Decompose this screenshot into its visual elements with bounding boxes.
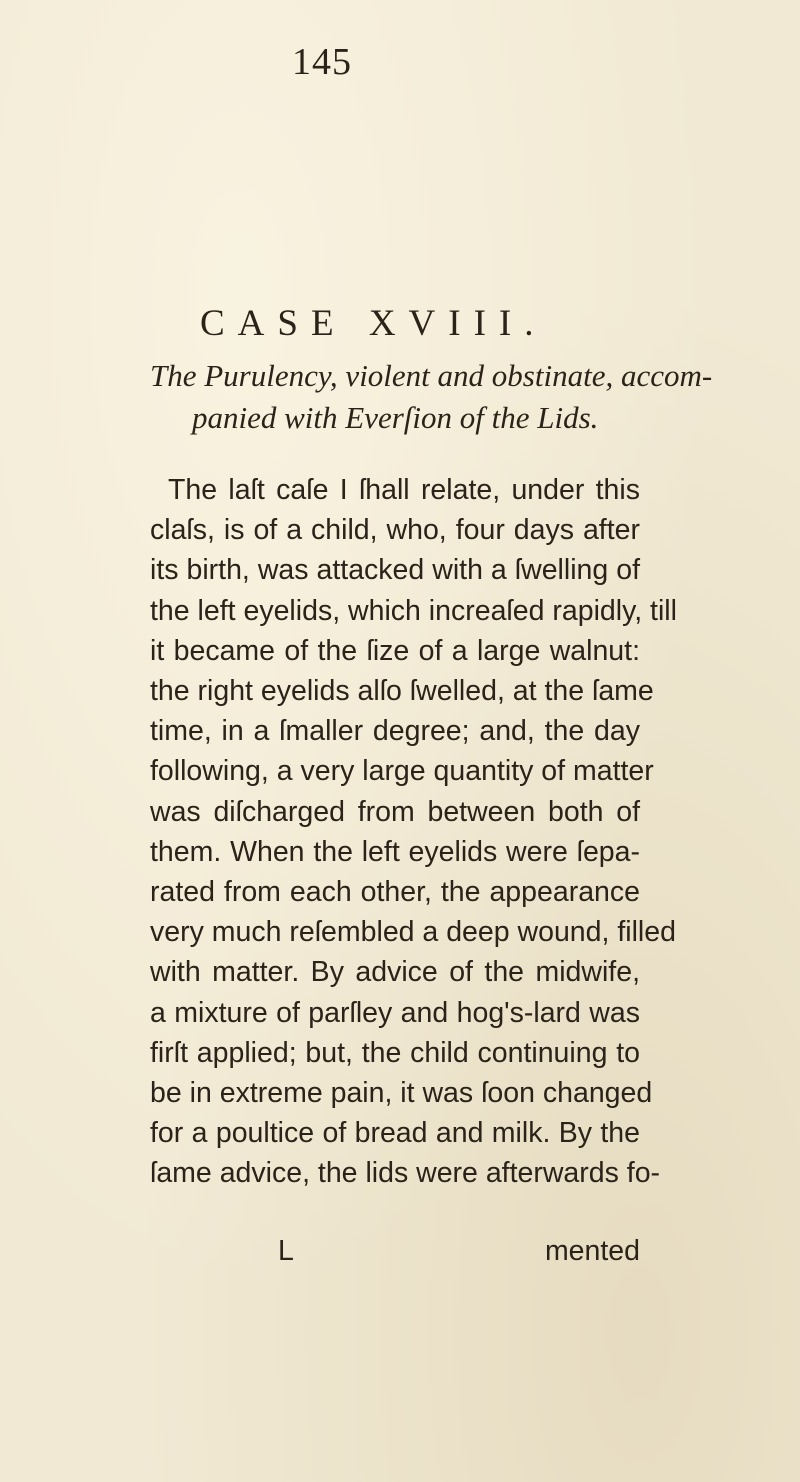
text-line: with matter. By advice of the midwife, [150,956,640,989]
text-line: claſs, is of a child, who, four days after [150,514,640,547]
text-line: firſt applied; but, the child continuing to [150,1036,640,1069]
text-line: The laſt caſe I ſhall relate, under this [168,474,640,506]
case-subtitle [150,355,713,439]
text-line: its birth, was attacked with a ſwelling of [150,554,640,587]
signature-mark: L [278,1235,294,1267]
subtitle-line: panied with Everſion of the Lids. [192,400,599,435]
body-paragraph [150,470,677,1194]
text-line: time, in a ſmaller degree; and, the day [150,715,640,748]
text-line: the right eyelids alſo ſwelled, at the ſame [150,675,654,708]
text-line: for a poultice of bread and milk. By the [150,1117,640,1150]
text-line: very much reſembled a deep wound, filled [150,916,676,949]
text-line: them. When the left eyelids were ſepa- [150,835,640,868]
page-footer [150,1235,640,1275]
subtitle-line: The Purulency, violent and obstinate, accom- [150,358,713,393]
text-line: it became of the ſize of a large walnut: [150,634,640,667]
catchword: mented [544,1235,640,1267]
text-line: be in extreme pain, it was ſoon changed [150,1077,653,1110]
text-line: the left eyelids, which increaſed rapidly, till [150,594,677,627]
text-line: rated from each other, the appearance [150,876,640,909]
page-number: 145 [292,41,352,83]
case-heading: CASE XVIII. [200,303,547,344]
text-line: a mixture of parſley and hog's-lard was [150,996,640,1029]
text-line: ſame advice, the lids were afterwards fo- [150,1157,661,1190]
text-line: was diſcharged from between both of [150,795,640,828]
text-line: following, a very large quantity of matter [150,755,654,788]
